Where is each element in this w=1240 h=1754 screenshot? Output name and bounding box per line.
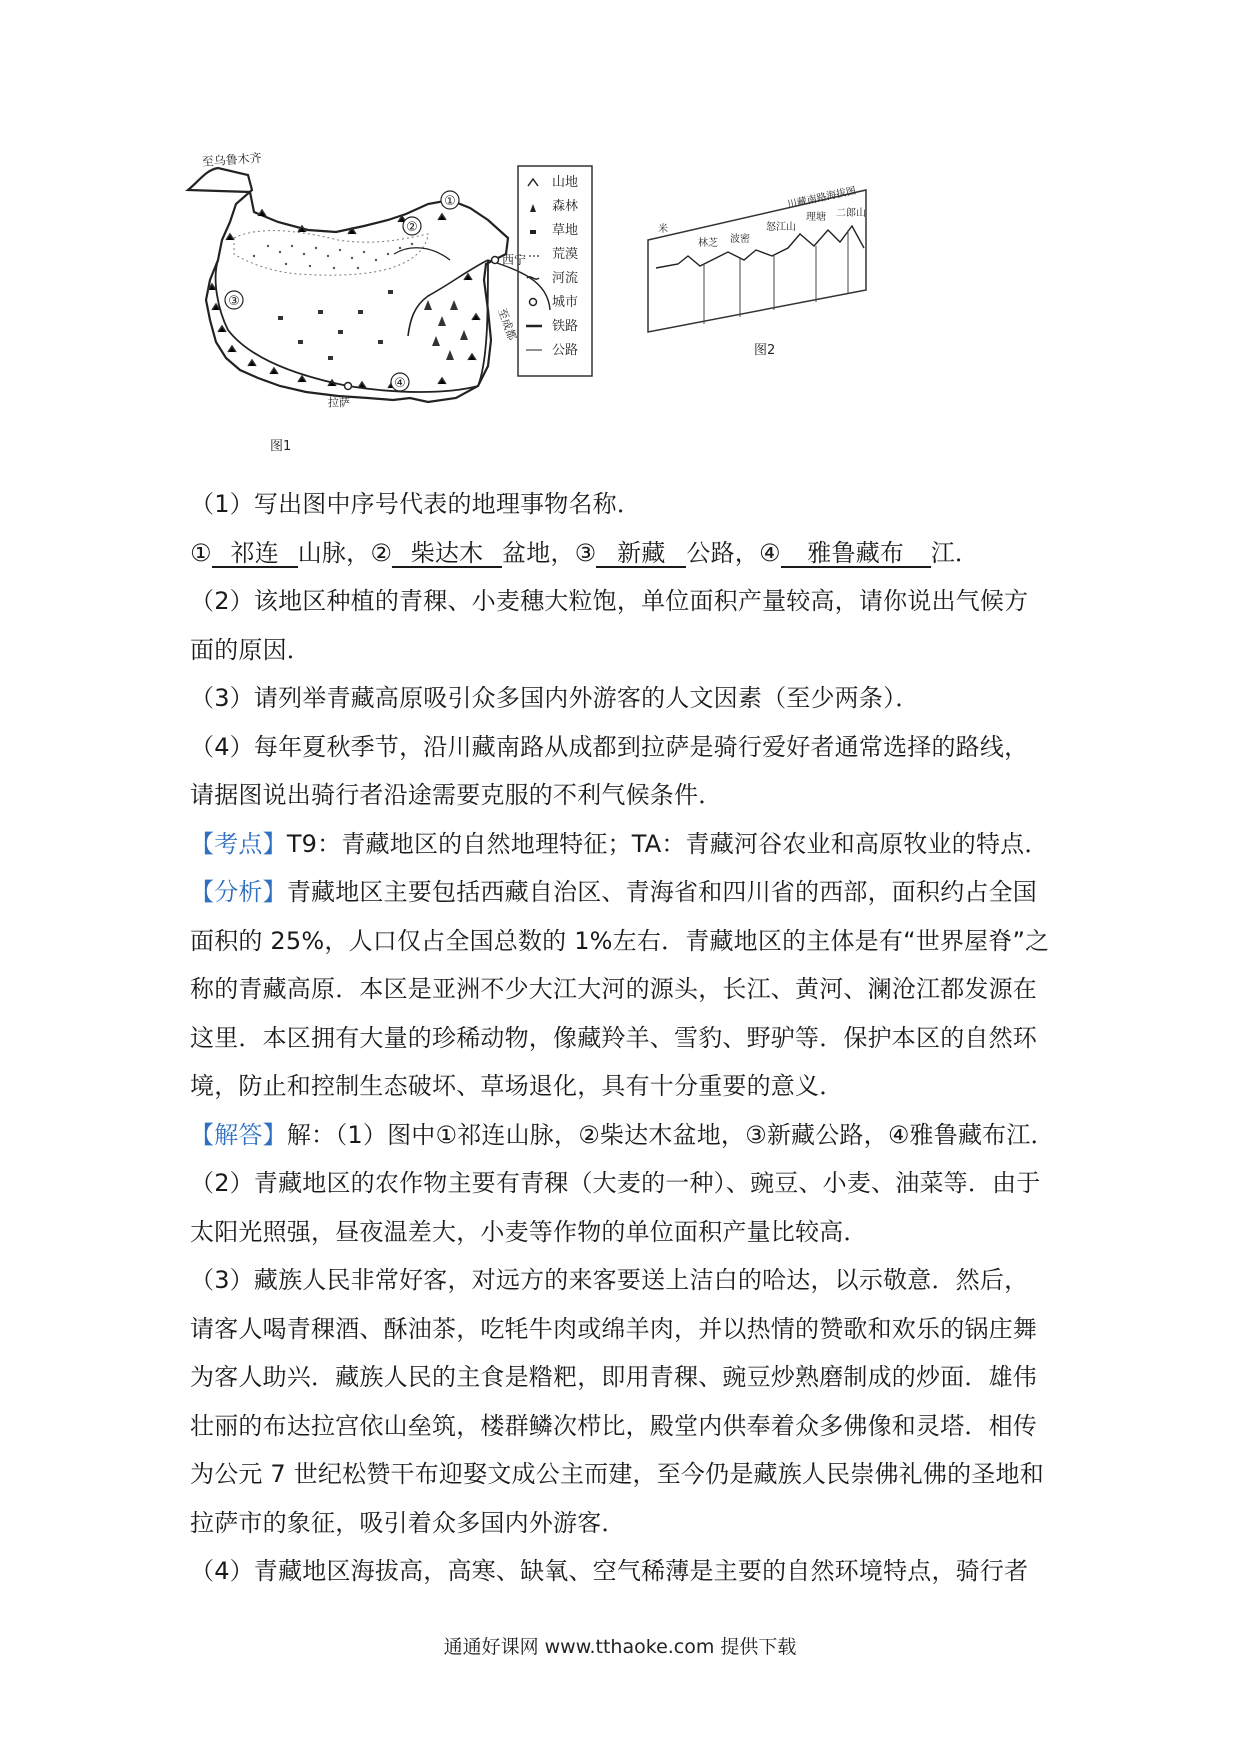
legend-label: 公路	[552, 343, 579, 358]
jieda-tag: 【解答】	[190, 1120, 287, 1149]
basin-area	[234, 231, 428, 276]
q3-line: （3）请列举青藏高原吸引众多国内外游客的人文因素（至少两条）．	[190, 684, 920, 712]
label-to-urumqi: 至乌鲁木齐	[201, 150, 263, 169]
road-to-chengdu	[488, 260, 550, 310]
q1-text: ①	[190, 538, 212, 567]
legend-label: 草地	[552, 223, 579, 238]
profile-label: 理塘	[806, 212, 826, 223]
jieda-line: 请客人喝青稞酒、酥油茶，吃牦牛肉或绵羊肉，并以热情的赞歌和欢乐的锅庄舞	[190, 1314, 1037, 1343]
q1-text: 江．	[930, 538, 980, 567]
jieda-line: （3）藏族人民非常好客，对远方的来客要送上洁白的哈达，以示敬意．然后，	[190, 1266, 1029, 1294]
answer-qaidam: 柴达木	[392, 540, 502, 568]
q2-line: （2）该地区种植的青稞、小麦穗大粒饱，单位面积产量较高，请你说出气候方	[190, 587, 1029, 615]
answer-xinzang: 新藏	[596, 540, 686, 568]
fenxi-line: 这里．本区拥有大量的珍稀动物，像藏羚羊、雪豹、野驴等．保护本区的自然环	[190, 1023, 1037, 1052]
kaodian-text: T9：青藏地区的自然地理特征；TA：青藏河谷农业和高原牧业的特点．	[286, 829, 1049, 858]
marker-3: ③	[228, 294, 240, 309]
label-lhasa: 拉萨	[328, 396, 350, 409]
desert-icon	[529, 255, 539, 257]
fenxi-tag: 【分析】	[190, 878, 287, 906]
caption-figure-2: 图2	[754, 343, 776, 358]
q4-line: （4）每年夏秋季节，沿川藏南路从成都到拉萨是骑行爱好者通常选择的路线，	[190, 732, 1029, 761]
profile-ticks	[704, 230, 848, 324]
page-text	[190, 480, 1060, 1596]
q1-text: 盆地，③	[502, 538, 597, 567]
kaodian-tag: 【考点】	[190, 829, 287, 858]
jieda-line: （2）青藏地区的农作物主要有青稞（大麦的一种）、豌豆、小麦、油菜等．由于	[190, 1169, 1041, 1197]
profile-label: 波密	[730, 234, 750, 245]
grass-symbols	[278, 290, 393, 360]
mountain-icon	[528, 179, 538, 186]
legend	[518, 166, 592, 376]
profile-label: 怒江山	[766, 222, 796, 233]
marker-2: ②	[406, 220, 418, 235]
kaodian-line	[190, 820, 1060, 869]
q1-text: 山脉，②	[297, 538, 393, 567]
q1-prompt: （1）写出图中序号代表的地理事物名称．	[190, 490, 642, 518]
city-icon	[530, 299, 537, 306]
legend-label: 河流	[552, 271, 579, 286]
legend-label: 荒漠	[552, 247, 579, 262]
jieda-line: 壮丽的布达拉宫依山垒筑，楼群鳞次栉比，殿堂内供奉着众多佛像和灵塔．相传	[190, 1411, 1037, 1440]
fenxi-line: 面积的 25%，人口仅占全国总数的 1%左右．青藏地区的主体是有“世界屋脊”之	[190, 926, 1050, 955]
river	[394, 248, 450, 260]
profile-label: 林芝	[698, 238, 718, 249]
profile-label: 二郎山	[836, 208, 866, 219]
legend-label: 山地	[552, 175, 579, 190]
mountain-symbols	[208, 210, 480, 388]
road	[216, 260, 488, 392]
city-lhasa-dot	[345, 383, 352, 390]
figure-svg	[188, 150, 978, 466]
q4-line: 请据图说出骑行者沿途需要克服的不利气候条件．	[190, 781, 723, 809]
profile-label: 米	[658, 224, 668, 235]
map-outline	[188, 168, 508, 402]
fenxi-line: 称的青藏高原．本区是亚洲不少大江大河的源头，长江、黄河、澜沧江都发源在	[190, 975, 1037, 1003]
profile-figure-2	[648, 184, 866, 358]
fenxi-line: 境，防止和控制生态破坏、草场退化，具有十分重要的意义．	[190, 1072, 844, 1100]
jieda-line: 为公元 7 世纪松赞干布迎娶文成公主而建，至今仍是藏族人民崇佛礼佛的圣地和	[190, 1460, 1044, 1488]
footer: 通通好课网 www.tthaoke.com 提供下载	[443, 1636, 797, 1658]
legend-label: 森林	[552, 199, 579, 214]
river	[408, 260, 488, 336]
jieda-line: 为客人助兴．藏族人民的主食是糌粑，即用青稞、豌豆炒熟磨制成的炒面．雄伟	[190, 1363, 1037, 1391]
jieda-line: 太阳光照强，昼夜温差大，小麦等作物的单位面积产量比较高．	[190, 1217, 868, 1246]
caption-figure-1: 图1	[270, 439, 292, 454]
jieda-line	[190, 1111, 1060, 1160]
answer-qilian: 祁连	[212, 540, 298, 568]
tree-icon	[530, 204, 536, 212]
figure	[188, 150, 978, 466]
q1-text: 公路，④	[686, 538, 781, 567]
label-to-chengdu: 至成都	[495, 306, 519, 343]
elevation-line	[656, 226, 864, 268]
river-icon	[527, 277, 539, 279]
profile-title: 川藏南路海拔图	[786, 185, 858, 211]
legend-label: 铁路	[552, 319, 579, 334]
label-xining: 西宁	[502, 253, 527, 267]
q2-line: 面的原因．	[190, 635, 311, 664]
jieda-line: （4）青藏地区海拔高，高寒、缺氧、空气稀薄是主要的自然环境特点，骑行者	[190, 1557, 1029, 1585]
answer-yarlung: 雅鲁藏布	[781, 540, 931, 568]
map-figure-1	[188, 150, 550, 454]
q1-answer-line	[190, 529, 1060, 578]
grass-icon	[530, 230, 536, 234]
forest-symbols	[424, 300, 468, 360]
marker-1: ①	[444, 194, 456, 209]
fenxi-line	[190, 868, 1060, 917]
jieda-line: 拉萨市的象征，吸引着众多国内外游客．	[190, 1508, 626, 1537]
jieda-text: 解：（1）图中①祁连山脉，②柴达木盆地，③新藏公路，④雅鲁藏布江．	[286, 1120, 1055, 1149]
marker-4: ④	[394, 376, 406, 391]
fenxi-text: 青藏地区主要包括西藏自治区、青海省和四川省的西部，面积约占全国	[286, 878, 1038, 906]
legend-label: 城市	[552, 295, 579, 310]
city-xining-dot	[492, 257, 499, 264]
